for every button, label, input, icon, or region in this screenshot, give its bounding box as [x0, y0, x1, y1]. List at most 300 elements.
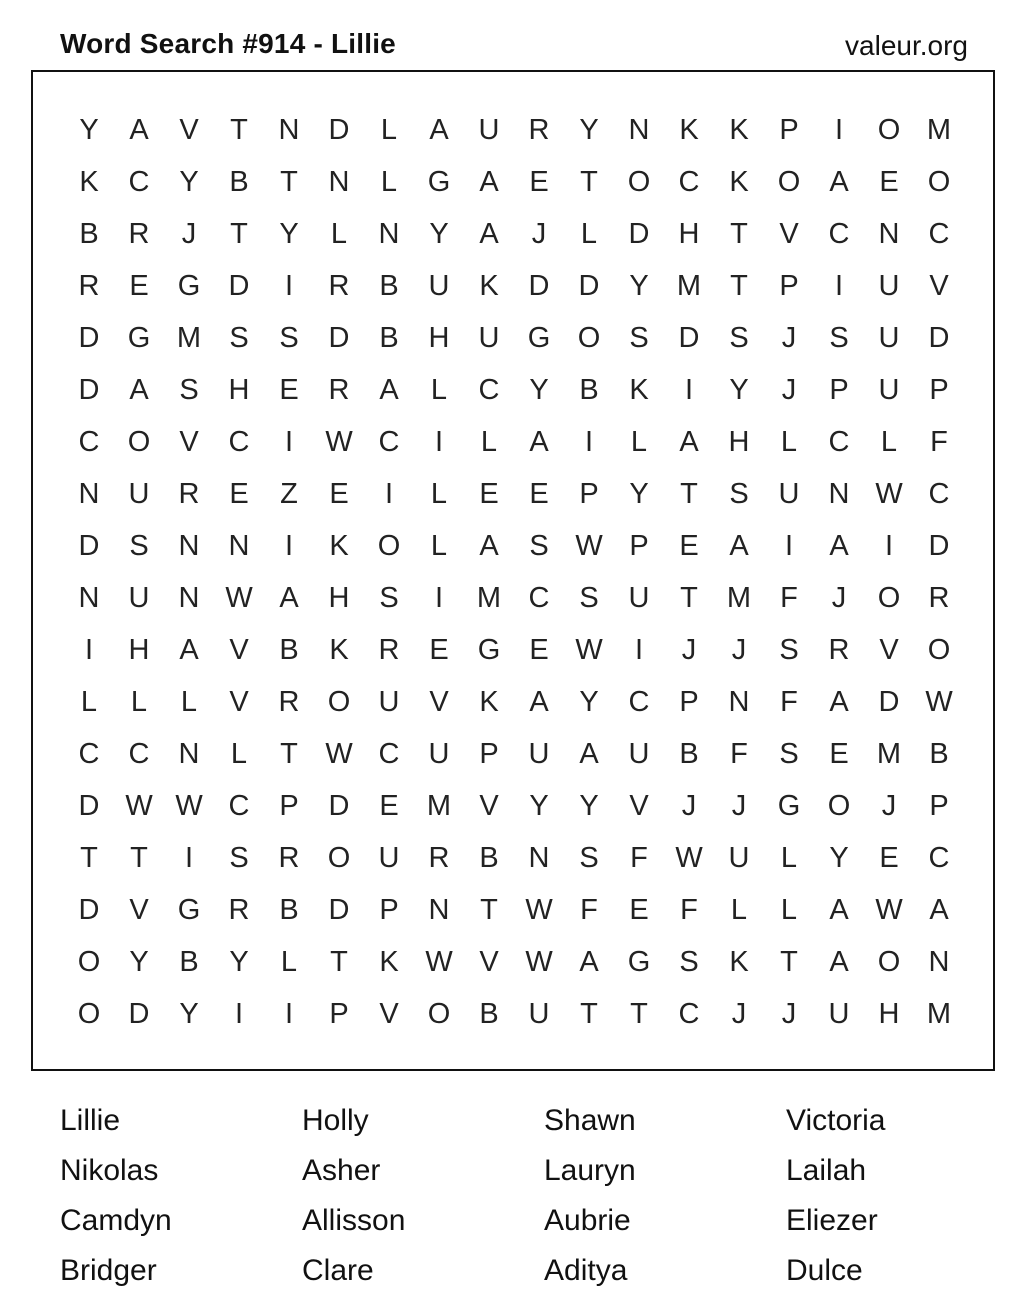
- grid-cell[interactable]: A: [579, 945, 599, 978]
- grid-cell[interactable]: M: [926, 113, 952, 146]
- grid-cell[interactable]: B: [229, 165, 249, 198]
- grid-cell[interactable]: N: [178, 529, 200, 562]
- grid-cell[interactable]: S: [629, 321, 649, 354]
- grid-cell[interactable]: Y: [529, 373, 549, 406]
- grid-cell[interactable]: S: [279, 321, 299, 354]
- grid-cell[interactable]: Y: [279, 217, 299, 250]
- grid-cell[interactable]: W: [225, 581, 253, 614]
- grid-cell[interactable]: D: [228, 269, 250, 302]
- grid-cell[interactable]: F: [780, 685, 798, 718]
- grid-cell[interactable]: O: [77, 945, 101, 978]
- grid-cell[interactable]: L: [280, 945, 298, 978]
- grid-cell[interactable]: J: [731, 789, 747, 822]
- grid-cell[interactable]: A: [529, 685, 549, 718]
- grid-cell[interactable]: L: [480, 425, 498, 458]
- grid-cell[interactable]: D: [78, 529, 100, 562]
- grid-cell[interactable]: E: [379, 789, 399, 822]
- grid-cell[interactable]: W: [875, 477, 903, 510]
- grid-cell[interactable]: J: [531, 217, 547, 250]
- grid-cell[interactable]: C: [528, 581, 550, 614]
- grid-cell[interactable]: V: [179, 113, 199, 146]
- grid-cell[interactable]: U: [778, 477, 800, 510]
- grid-cell[interactable]: C: [228, 425, 250, 458]
- grid-cell[interactable]: T: [680, 581, 698, 614]
- grid-cell[interactable]: D: [878, 685, 900, 718]
- grid-cell[interactable]: N: [228, 529, 250, 562]
- grid-cell[interactable]: C: [678, 997, 700, 1030]
- grid-cell[interactable]: U: [628, 737, 650, 770]
- grid-cell[interactable]: H: [878, 997, 900, 1030]
- grid-cell[interactable]: R: [78, 269, 100, 302]
- grid-cell[interactable]: E: [829, 737, 849, 770]
- grid-cell[interactable]: V: [779, 217, 799, 250]
- grid-cell[interactable]: V: [479, 789, 499, 822]
- grid-cell[interactable]: U: [828, 997, 850, 1030]
- grid-cell[interactable]: E: [529, 165, 549, 198]
- grid-cell[interactable]: K: [379, 945, 399, 978]
- grid-cell[interactable]: D: [628, 217, 650, 250]
- grid-cell[interactable]: G: [127, 321, 151, 354]
- grid-cell[interactable]: Y: [529, 789, 549, 822]
- grid-cell[interactable]: T: [480, 893, 498, 926]
- grid-cell[interactable]: E: [329, 477, 349, 510]
- grid-cell[interactable]: C: [828, 425, 850, 458]
- grid-cell[interactable]: J: [781, 373, 797, 406]
- grid-cell[interactable]: T: [280, 165, 298, 198]
- grid-cell[interactable]: G: [627, 945, 651, 978]
- grid-cell[interactable]: B: [479, 841, 499, 874]
- grid-cell[interactable]: C: [628, 685, 650, 718]
- grid-cell[interactable]: L: [380, 113, 398, 146]
- grid-cell[interactable]: U: [378, 841, 400, 874]
- grid-cell[interactable]: V: [129, 893, 149, 926]
- grid-cell[interactable]: L: [180, 685, 198, 718]
- grid-cell[interactable]: O: [877, 113, 901, 146]
- grid-cell[interactable]: O: [927, 165, 951, 198]
- grid-cell[interactable]: T: [580, 997, 598, 1030]
- grid-cell[interactable]: G: [477, 633, 501, 666]
- grid-cell[interactable]: Y: [79, 113, 99, 146]
- grid-cell[interactable]: P: [279, 789, 299, 822]
- grid-cell[interactable]: K: [679, 113, 699, 146]
- grid-cell[interactable]: A: [479, 529, 499, 562]
- grid-cell[interactable]: F: [680, 893, 698, 926]
- grid-cell[interactable]: S: [179, 373, 199, 406]
- grid-cell[interactable]: E: [479, 477, 499, 510]
- grid-cell[interactable]: S: [229, 841, 249, 874]
- grid-cell[interactable]: T: [630, 997, 648, 1030]
- grid-cell[interactable]: V: [229, 685, 249, 718]
- grid-cell[interactable]: U: [478, 321, 500, 354]
- grid-cell[interactable]: Y: [629, 269, 649, 302]
- grid-cell[interactable]: W: [425, 945, 453, 978]
- grid-cell[interactable]: O: [77, 997, 101, 1030]
- grid-cell[interactable]: S: [579, 581, 599, 614]
- grid-cell[interactable]: B: [579, 373, 599, 406]
- grid-cell[interactable]: H: [678, 217, 700, 250]
- grid-cell[interactable]: I: [684, 373, 694, 406]
- grid-cell[interactable]: N: [878, 217, 900, 250]
- grid-cell[interactable]: J: [731, 633, 747, 666]
- grid-cell[interactable]: U: [728, 841, 750, 874]
- grid-cell[interactable]: M: [926, 997, 952, 1030]
- grid-cell[interactable]: L: [430, 529, 448, 562]
- grid-cell[interactable]: S: [129, 529, 149, 562]
- grid-cell[interactable]: V: [479, 945, 499, 978]
- grid-cell[interactable]: R: [928, 581, 950, 614]
- grid-cell[interactable]: E: [879, 841, 899, 874]
- grid-cell[interactable]: Y: [429, 217, 449, 250]
- grid-cell[interactable]: I: [784, 529, 794, 562]
- grid-cell[interactable]: R: [278, 685, 300, 718]
- grid-cell[interactable]: U: [128, 581, 150, 614]
- grid-cell[interactable]: N: [628, 113, 650, 146]
- grid-cell[interactable]: Y: [129, 945, 149, 978]
- grid-cell[interactable]: H: [328, 581, 350, 614]
- grid-cell[interactable]: W: [675, 841, 703, 874]
- grid-cell[interactable]: M: [176, 321, 202, 354]
- grid-cell[interactable]: S: [779, 737, 799, 770]
- grid-cell[interactable]: J: [731, 997, 747, 1030]
- grid-cell[interactable]: W: [325, 737, 353, 770]
- grid-cell[interactable]: N: [828, 477, 850, 510]
- grid-cell[interactable]: T: [780, 945, 798, 978]
- grid-cell[interactable]: T: [130, 841, 148, 874]
- grid-cell[interactable]: J: [881, 789, 897, 822]
- grid-cell[interactable]: P: [579, 477, 599, 510]
- grid-cell[interactable]: K: [329, 529, 349, 562]
- grid-cell[interactable]: Y: [229, 945, 249, 978]
- grid-cell[interactable]: E: [229, 477, 249, 510]
- grid-cell[interactable]: L: [380, 165, 398, 198]
- grid-cell[interactable]: P: [929, 789, 949, 822]
- grid-cell[interactable]: W: [875, 893, 903, 926]
- grid-cell[interactable]: T: [730, 217, 748, 250]
- grid-cell[interactable]: D: [328, 113, 350, 146]
- grid-cell[interactable]: T: [680, 477, 698, 510]
- grid-cell[interactable]: K: [729, 165, 749, 198]
- grid-cell[interactable]: O: [627, 165, 651, 198]
- grid-cell[interactable]: S: [729, 321, 749, 354]
- grid-cell[interactable]: T: [80, 841, 98, 874]
- grid-cell[interactable]: O: [327, 841, 351, 874]
- grid-cell[interactable]: V: [429, 685, 449, 718]
- grid-cell[interactable]: I: [284, 997, 294, 1030]
- grid-cell[interactable]: N: [378, 217, 400, 250]
- grid-cell[interactable]: S: [779, 633, 799, 666]
- grid-cell[interactable]: E: [429, 633, 449, 666]
- grid-cell[interactable]: C: [128, 737, 150, 770]
- grid-cell[interactable]: G: [177, 893, 201, 926]
- grid-cell[interactable]: G: [177, 269, 201, 302]
- grid-cell[interactable]: L: [330, 217, 348, 250]
- grid-cell[interactable]: A: [529, 425, 549, 458]
- grid-cell[interactable]: C: [78, 737, 100, 770]
- grid-cell[interactable]: L: [780, 893, 798, 926]
- grid-cell[interactable]: E: [529, 477, 549, 510]
- grid-cell[interactable]: D: [78, 373, 100, 406]
- grid-cell[interactable]: O: [377, 529, 401, 562]
- grid-cell[interactable]: A: [129, 373, 149, 406]
- grid-cell[interactable]: O: [127, 425, 151, 458]
- grid-cell[interactable]: J: [781, 321, 797, 354]
- grid-cell[interactable]: R: [428, 841, 450, 874]
- grid-cell[interactable]: D: [328, 789, 350, 822]
- grid-cell[interactable]: D: [528, 269, 550, 302]
- grid-cell[interactable]: L: [230, 737, 248, 770]
- grid-cell[interactable]: E: [629, 893, 649, 926]
- grid-cell[interactable]: R: [328, 373, 350, 406]
- grid-cell[interactable]: H: [428, 321, 450, 354]
- grid-cell[interactable]: V: [929, 269, 949, 302]
- grid-cell[interactable]: N: [928, 945, 950, 978]
- grid-cell[interactable]: R: [328, 269, 350, 302]
- grid-cell[interactable]: B: [179, 945, 199, 978]
- grid-cell[interactable]: A: [579, 737, 599, 770]
- grid-cell[interactable]: L: [630, 425, 648, 458]
- grid-cell[interactable]: R: [378, 633, 400, 666]
- grid-cell[interactable]: O: [877, 945, 901, 978]
- grid-cell[interactable]: Y: [579, 685, 599, 718]
- grid-cell[interactable]: J: [781, 997, 797, 1030]
- grid-cell[interactable]: U: [628, 581, 650, 614]
- grid-cell[interactable]: J: [181, 217, 197, 250]
- grid-cell[interactable]: E: [879, 165, 899, 198]
- grid-cell[interactable]: G: [427, 165, 451, 198]
- grid-cell[interactable]: P: [929, 373, 949, 406]
- grid-cell[interactable]: D: [578, 269, 600, 302]
- grid-cell[interactable]: O: [827, 789, 851, 822]
- grid-cell[interactable]: K: [479, 269, 499, 302]
- grid-cell[interactable]: D: [78, 893, 100, 926]
- grid-cell[interactable]: L: [130, 685, 148, 718]
- grid-cell[interactable]: U: [528, 737, 550, 770]
- grid-cell[interactable]: O: [327, 685, 351, 718]
- grid-cell[interactable]: G: [777, 789, 801, 822]
- grid-cell[interactable]: A: [829, 165, 849, 198]
- grid-cell[interactable]: P: [779, 269, 799, 302]
- grid-cell[interactable]: F: [580, 893, 598, 926]
- grid-cell[interactable]: M: [476, 581, 502, 614]
- grid-cell[interactable]: S: [379, 581, 399, 614]
- grid-cell[interactable]: U: [428, 737, 450, 770]
- grid-cell[interactable]: V: [229, 633, 249, 666]
- grid-cell[interactable]: M: [876, 737, 902, 770]
- grid-cell[interactable]: N: [178, 581, 200, 614]
- grid-cell[interactable]: L: [880, 425, 898, 458]
- grid-cell[interactable]: U: [878, 373, 900, 406]
- grid-cell[interactable]: L: [430, 477, 448, 510]
- grid-cell[interactable]: L: [580, 217, 598, 250]
- grid-cell[interactable]: B: [679, 737, 699, 770]
- grid-cell[interactable]: P: [679, 685, 699, 718]
- grid-cell[interactable]: U: [878, 321, 900, 354]
- grid-cell[interactable]: A: [929, 893, 949, 926]
- grid-cell[interactable]: I: [84, 633, 94, 666]
- grid-cell[interactable]: N: [728, 685, 750, 718]
- grid-cell[interactable]: E: [679, 529, 699, 562]
- grid-cell[interactable]: A: [179, 633, 199, 666]
- grid-cell[interactable]: B: [279, 893, 299, 926]
- grid-cell[interactable]: C: [378, 737, 400, 770]
- grid-cell[interactable]: T: [230, 113, 248, 146]
- grid-cell[interactable]: F: [780, 581, 798, 614]
- grid-cell[interactable]: S: [679, 945, 699, 978]
- grid-cell[interactable]: O: [877, 581, 901, 614]
- grid-cell[interactable]: I: [584, 425, 594, 458]
- grid-cell[interactable]: Z: [280, 477, 298, 510]
- grid-cell[interactable]: T: [230, 217, 248, 250]
- grid-cell[interactable]: B: [79, 217, 99, 250]
- grid-cell[interactable]: N: [78, 581, 100, 614]
- grid-cell[interactable]: V: [379, 997, 399, 1030]
- grid-cell[interactable]: M: [676, 269, 702, 302]
- grid-cell[interactable]: A: [829, 893, 849, 926]
- grid-cell[interactable]: R: [828, 633, 850, 666]
- grid-cell[interactable]: K: [479, 685, 499, 718]
- grid-cell[interactable]: W: [175, 789, 203, 822]
- grid-cell[interactable]: P: [479, 737, 499, 770]
- grid-cell[interactable]: C: [78, 425, 100, 458]
- grid-cell[interactable]: A: [829, 945, 849, 978]
- grid-cell[interactable]: M: [726, 581, 752, 614]
- grid-cell[interactable]: N: [328, 165, 350, 198]
- grid-cell[interactable]: Y: [579, 113, 599, 146]
- grid-cell[interactable]: D: [928, 529, 950, 562]
- grid-cell[interactable]: A: [479, 165, 499, 198]
- grid-cell[interactable]: O: [577, 321, 601, 354]
- grid-cell[interactable]: L: [430, 373, 448, 406]
- grid-cell[interactable]: C: [928, 841, 950, 874]
- grid-cell[interactable]: C: [228, 789, 250, 822]
- grid-cell[interactable]: C: [478, 373, 500, 406]
- grid-cell[interactable]: V: [629, 789, 649, 822]
- grid-cell[interactable]: B: [379, 321, 399, 354]
- grid-cell[interactable]: O: [777, 165, 801, 198]
- grid-cell[interactable]: Y: [579, 789, 599, 822]
- grid-cell[interactable]: S: [529, 529, 549, 562]
- grid-cell[interactable]: U: [878, 269, 900, 302]
- grid-cell[interactable]: I: [234, 997, 244, 1030]
- grid-cell[interactable]: A: [429, 113, 449, 146]
- grid-cell[interactable]: E: [279, 373, 299, 406]
- grid-cell[interactable]: R: [128, 217, 150, 250]
- grid-cell[interactable]: U: [128, 477, 150, 510]
- grid-cell[interactable]: I: [384, 477, 394, 510]
- grid-cell[interactable]: D: [928, 321, 950, 354]
- grid-cell[interactable]: I: [284, 425, 294, 458]
- grid-cell[interactable]: I: [434, 581, 444, 614]
- grid-cell[interactable]: A: [829, 529, 849, 562]
- grid-cell[interactable]: T: [730, 269, 748, 302]
- grid-cell[interactable]: N: [428, 893, 450, 926]
- grid-cell[interactable]: W: [575, 529, 603, 562]
- grid-cell[interactable]: K: [79, 165, 99, 198]
- grid-cell[interactable]: F: [930, 425, 948, 458]
- grid-cell[interactable]: J: [681, 789, 697, 822]
- grid-cell[interactable]: L: [730, 893, 748, 926]
- grid-cell[interactable]: C: [928, 217, 950, 250]
- grid-cell[interactable]: P: [379, 893, 399, 926]
- grid-cell[interactable]: S: [729, 477, 749, 510]
- grid-cell[interactable]: K: [729, 945, 749, 978]
- grid-cell[interactable]: N: [178, 737, 200, 770]
- grid-cell[interactable]: N: [528, 841, 550, 874]
- grid-cell[interactable]: I: [434, 425, 444, 458]
- grid-cell[interactable]: R: [278, 841, 300, 874]
- grid-cell[interactable]: C: [378, 425, 400, 458]
- grid-cell[interactable]: S: [829, 321, 849, 354]
- grid-cell[interactable]: L: [780, 841, 798, 874]
- grid-cell[interactable]: K: [629, 373, 649, 406]
- grid-cell[interactable]: Y: [179, 165, 199, 198]
- grid-cell[interactable]: D: [328, 893, 350, 926]
- grid-cell[interactable]: A: [829, 685, 849, 718]
- grid-cell[interactable]: I: [884, 529, 894, 562]
- grid-cell[interactable]: W: [325, 425, 353, 458]
- grid-cell[interactable]: O: [427, 997, 451, 1030]
- grid-cell[interactable]: B: [379, 269, 399, 302]
- grid-cell[interactable]: Y: [629, 477, 649, 510]
- grid-cell[interactable]: U: [478, 113, 500, 146]
- grid-cell[interactable]: T: [330, 945, 348, 978]
- grid-cell[interactable]: C: [828, 217, 850, 250]
- grid-cell[interactable]: I: [284, 529, 294, 562]
- grid-cell[interactable]: J: [831, 581, 847, 614]
- grid-cell[interactable]: N: [278, 113, 300, 146]
- grid-cell[interactable]: U: [528, 997, 550, 1030]
- grid-cell[interactable]: R: [178, 477, 200, 510]
- grid-cell[interactable]: B: [279, 633, 299, 666]
- grid-cell[interactable]: P: [779, 113, 799, 146]
- grid-cell[interactable]: T: [280, 737, 298, 770]
- grid-cell[interactable]: B: [929, 737, 949, 770]
- grid-cell[interactable]: B: [479, 997, 499, 1030]
- grid-cell[interactable]: F: [730, 737, 748, 770]
- grid-cell[interactable]: Y: [729, 373, 749, 406]
- grid-cell[interactable]: A: [379, 373, 399, 406]
- grid-cell[interactable]: H: [728, 425, 750, 458]
- grid-cell[interactable]: U: [378, 685, 400, 718]
- grid-cell[interactable]: S: [579, 841, 599, 874]
- grid-cell[interactable]: I: [284, 269, 294, 302]
- grid-cell[interactable]: A: [679, 425, 699, 458]
- grid-cell[interactable]: U: [428, 269, 450, 302]
- grid-cell[interactable]: W: [575, 633, 603, 666]
- grid-cell[interactable]: O: [927, 633, 951, 666]
- grid-cell[interactable]: W: [525, 945, 553, 978]
- grid-cell[interactable]: R: [228, 893, 250, 926]
- grid-cell[interactable]: D: [128, 997, 150, 1030]
- grid-cell[interactable]: G: [527, 321, 551, 354]
- grid-cell[interactable]: F: [630, 841, 648, 874]
- grid-cell[interactable]: D: [78, 321, 100, 354]
- grid-cell[interactable]: M: [426, 789, 452, 822]
- grid-cell[interactable]: V: [179, 425, 199, 458]
- grid-cell[interactable]: Y: [179, 997, 199, 1030]
- grid-cell[interactable]: A: [479, 217, 499, 250]
- grid-cell[interactable]: P: [329, 997, 349, 1030]
- grid-cell[interactable]: J: [681, 633, 697, 666]
- grid-cell[interactable]: I: [184, 841, 194, 874]
- grid-cell[interactable]: K: [329, 633, 349, 666]
- grid-cell[interactable]: D: [678, 321, 700, 354]
- grid-cell[interactable]: I: [634, 633, 644, 666]
- grid-cell[interactable]: I: [834, 113, 844, 146]
- grid-cell[interactable]: K: [729, 113, 749, 146]
- grid-cell[interactable]: W: [925, 685, 953, 718]
- grid-cell[interactable]: I: [834, 269, 844, 302]
